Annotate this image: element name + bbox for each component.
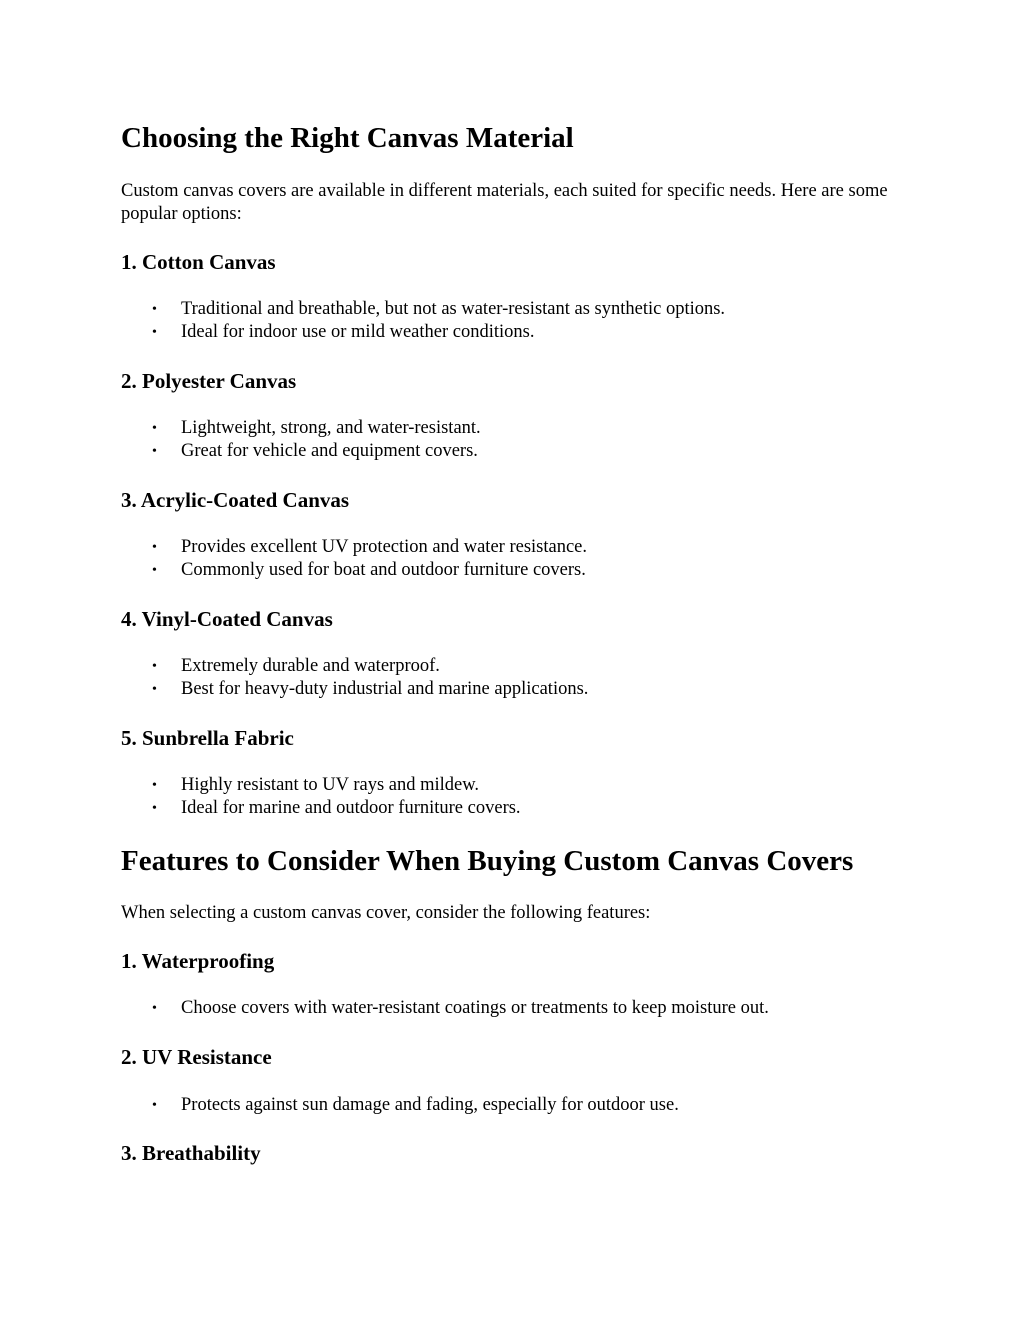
list-item-text: Traditional and breathable, but not as water-resistant as synthetic options. bbox=[181, 299, 726, 319]
bullet-list-vinyl-coated-canvas bbox=[121, 655, 588, 701]
bullet-list-uv-resistance bbox=[121, 1094, 679, 1117]
list-item-text: Choose covers with water-resistant coatings or treatments to keep moisture out. bbox=[181, 998, 769, 1018]
list-item-text: Ideal for marine and outdoor furniture covers. bbox=[181, 798, 521, 818]
bullet-icon: • bbox=[152, 682, 157, 697]
bullet-icon: • bbox=[152, 444, 157, 459]
bullet-icon: • bbox=[152, 801, 157, 816]
bullet-icon: • bbox=[152, 1001, 157, 1016]
list-item bbox=[121, 559, 587, 582]
bullet-icon: • bbox=[152, 540, 157, 555]
bullet-icon: • bbox=[152, 563, 157, 578]
bullet-icon: • bbox=[152, 421, 157, 436]
bullet-list-sunbrella-fabric bbox=[121, 774, 521, 820]
list-item-text: Lightweight, strong, and water-resistant. bbox=[181, 418, 481, 438]
list-item bbox=[121, 797, 521, 820]
section-title-features: Features to Consider When Buying Custom Canvas Covers bbox=[121, 845, 854, 877]
subsection-heading-uv-resistance: 2. UV Resistance bbox=[121, 1045, 272, 1069]
bullet-icon: • bbox=[152, 659, 157, 674]
list-item bbox=[121, 536, 587, 559]
list-item bbox=[121, 321, 725, 344]
bullet-icon: • bbox=[152, 302, 157, 317]
list-item-text: Commonly used for boat and outdoor furniture covers. bbox=[181, 560, 586, 580]
list-item bbox=[121, 774, 521, 797]
bullet-list-acrylic-coated-canvas bbox=[121, 536, 587, 582]
list-item bbox=[121, 997, 769, 1020]
list-item bbox=[121, 440, 481, 463]
list-item-text: Protects against sun damage and fading, especially for outdoor use. bbox=[181, 1095, 679, 1115]
list-item-text: Provides excellent UV protection and water resistance. bbox=[181, 537, 588, 557]
list-item-text: Extremely durable and waterproof. bbox=[181, 656, 440, 676]
subsection-heading-cotton-canvas: 1. Cotton Canvas bbox=[121, 250, 276, 274]
list-item bbox=[121, 417, 481, 440]
subsection-heading-breathability: 3. Breathability bbox=[121, 1141, 261, 1165]
bullet-list-waterproofing bbox=[121, 997, 769, 1020]
subsection-heading-polyester-canvas: 2. Polyester Canvas bbox=[121, 369, 297, 393]
bullet-list-polyester-canvas bbox=[121, 417, 481, 463]
section-intro-features: When selecting a custom canvas cover, consider the following features: bbox=[121, 903, 651, 923]
list-item bbox=[121, 655, 588, 678]
subsection-heading-waterproofing: 1. Waterproofing bbox=[121, 949, 275, 973]
list-item bbox=[121, 678, 588, 701]
subsection-heading-vinyl-coated-canvas: 4. Vinyl-Coated Canvas bbox=[121, 607, 333, 631]
list-item bbox=[121, 1094, 679, 1117]
section-intro-canvas-material: Custom canvas covers are available in different materials, each suited for specific needs. Here are some popular options: bbox=[121, 181, 888, 224]
list-item bbox=[121, 298, 725, 321]
list-item-text: Ideal for indoor use or mild weather conditions. bbox=[181, 322, 535, 342]
list-item-text: Highly resistant to UV rays and mildew. bbox=[181, 775, 480, 795]
list-item-text: Best for heavy-duty industrial and marine applications. bbox=[181, 679, 589, 699]
bullet-icon: • bbox=[152, 325, 157, 340]
bullet-icon: • bbox=[152, 778, 157, 793]
subsection-heading-sunbrella-fabric: 5. Sunbrella Fabric bbox=[121, 726, 294, 750]
subsection-heading-acrylic-coated-canvas: 3. Acrylic-Coated Canvas bbox=[121, 488, 350, 512]
bullet-list-cotton-canvas bbox=[121, 298, 725, 344]
section-title-canvas-material: Choosing the Right Canvas Material bbox=[121, 122, 574, 154]
list-item-text: Great for vehicle and equipment covers. bbox=[181, 441, 478, 461]
bullet-icon: • bbox=[152, 1098, 157, 1113]
